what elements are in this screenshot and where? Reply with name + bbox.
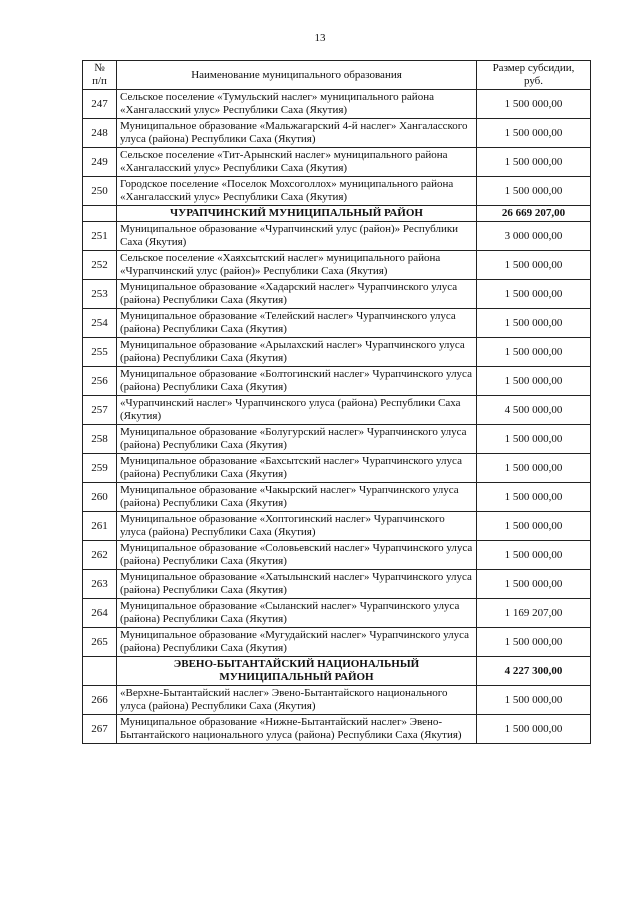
row-number: 256 — [83, 367, 117, 396]
row-amount: 1 500 000,00 — [477, 512, 591, 541]
row-amount: 1 500 000,00 — [477, 251, 591, 280]
row-number: 255 — [83, 338, 117, 367]
subsidy-table — [82, 60, 591, 744]
row-amount: 1 500 000,00 — [477, 715, 591, 744]
row-number: 253 — [83, 280, 117, 309]
row-amount: 1 500 000,00 — [477, 90, 591, 119]
row-number: 248 — [83, 119, 117, 148]
row-name: Муниципальное образование «Бахсытский наслег» Чурапчинского улуса (района) Республики Саха (Якутия) — [117, 454, 477, 483]
row-number — [83, 206, 117, 222]
row-number: 265 — [83, 628, 117, 657]
row-name: Муниципальное образование «Арылахский наслег» Чурапчинского улуса (района) Республики Саха (Якутия) — [117, 338, 477, 367]
row-amount: 1 500 000,00 — [477, 280, 591, 309]
table-row — [83, 628, 591, 657]
row-name: Муниципальное образование «Чакырский наслег» Чурапчинского улуса (района) Республики Саха (Якутия) — [117, 483, 477, 512]
row-name: Муниципальное образование «Мугудайский наслег» Чурапчинского улуса (района) Республики Саха (Якутия) — [117, 628, 477, 657]
section-row — [83, 657, 591, 686]
row-amount: 4 227 300,00 — [477, 657, 591, 686]
table-row — [83, 338, 591, 367]
table-row — [83, 512, 591, 541]
row-name: Муниципальное образование «Сыланский наслег» Чурапчинского улуса (района) Республики Саха (Якутия) — [117, 599, 477, 628]
row-name: ЭВЕНО-БЫТАНТАЙСКИЙ НАЦИОНАЛЬНЫЙ МУНИЦИПАЛЬНЫЙ РАЙОН — [117, 657, 477, 686]
row-number: 254 — [83, 309, 117, 338]
table-row — [83, 280, 591, 309]
table-row — [83, 483, 591, 512]
row-amount: 1 500 000,00 — [477, 177, 591, 206]
row-amount: 3 000 000,00 — [477, 222, 591, 251]
row-amount: 1 500 000,00 — [477, 541, 591, 570]
row-amount: 1 500 000,00 — [477, 628, 591, 657]
table-row — [83, 222, 591, 251]
header-num: № п/п — [83, 61, 117, 90]
section-row — [83, 206, 591, 222]
row-name: Сельское поселение «Тумульский наслег» муниципального района «Хангаласский улус» Республики Саха (Якутия) — [117, 90, 477, 119]
header-amount: Размер субсидии, руб. — [477, 61, 591, 90]
table-row — [83, 251, 591, 280]
row-number: 247 — [83, 90, 117, 119]
row-number: 260 — [83, 483, 117, 512]
row-name: Муниципальное образование «Телейский наслег» Чурапчинского улуса (района) Республики Саха (Якутия) — [117, 309, 477, 338]
table-row — [83, 90, 591, 119]
page-number: 13 — [314, 32, 326, 44]
row-name: Муниципальное образование «Хатылынский наслег» Чурапчинского улуса (района) Республики Саха (Якутия) — [117, 570, 477, 599]
row-number: 263 — [83, 570, 117, 599]
row-number: 267 — [83, 715, 117, 744]
table-row — [83, 599, 591, 628]
row-amount: 1 500 000,00 — [477, 570, 591, 599]
table-row — [83, 715, 591, 744]
row-name: Муниципальное образование «Нижне-Бытантайский наслег» Эвено-Бытантайского национального улуса (района) Республики Саха (Якутия) — [117, 715, 477, 744]
table-row — [83, 396, 591, 425]
row-number: 264 — [83, 599, 117, 628]
row-number: 259 — [83, 454, 117, 483]
row-number: 261 — [83, 512, 117, 541]
row-name: Муниципальное образование «Чурапчинский улус (район)» Республики Саха (Якутия) — [117, 222, 477, 251]
row-amount: 1 500 000,00 — [477, 425, 591, 454]
table-header-row — [83, 61, 591, 90]
row-number: 257 — [83, 396, 117, 425]
row-amount: 1 500 000,00 — [477, 454, 591, 483]
header-name: Наименование муниципального образования — [117, 61, 477, 90]
row-amount: 1 500 000,00 — [477, 338, 591, 367]
row-amount: 4 500 000,00 — [477, 396, 591, 425]
row-number: 251 — [83, 222, 117, 251]
row-name: Городское поселение «Поселок Мохсоголлох» муниципального района «Хангаласский улус» Республики Саха (Якутия) — [117, 177, 477, 206]
row-number — [83, 657, 117, 686]
row-number: 250 — [83, 177, 117, 206]
row-name: Сельское поселение «Хаяхсытский наслег» муниципального района «Чурапчинский улус (район)» Республики Саха (Якутия) — [117, 251, 477, 280]
row-name: Муниципальное образование «Соловьевский наслег» Чурапчинского улуса (района) Республики Саха (Якутия) — [117, 541, 477, 570]
row-number: 258 — [83, 425, 117, 454]
table-row — [83, 425, 591, 454]
row-number: 252 — [83, 251, 117, 280]
table-row — [83, 367, 591, 396]
table-row — [83, 454, 591, 483]
row-name: «Чурапчинский наслег» Чурапчинского улуса (района) Республики Саха (Якутия) — [117, 396, 477, 425]
table-row — [83, 177, 591, 206]
row-name: Сельское поселение «Тит-Арынский наслег» муниципального района «Хангаласский улус» Республики Саха (Якутия) — [117, 148, 477, 177]
row-name: Муниципальное образование «Болугурский наслег» Чурапчинского улуса (района) Республики Саха (Якутия) — [117, 425, 477, 454]
row-amount: 1 500 000,00 — [477, 309, 591, 338]
row-amount: 1 500 000,00 — [477, 119, 591, 148]
row-name: Муниципальное образование «Мальжагарский 4-й наслег» Хангаласского улуса (района) Республики Саха (Якутия) — [117, 119, 477, 148]
table-body — [83, 90, 591, 744]
table-row — [83, 541, 591, 570]
row-name: Муниципальное образование «Хадарский наслег» Чурапчинского улуса (района) Республики Саха (Якутия) — [117, 280, 477, 309]
row-amount: 1 500 000,00 — [477, 148, 591, 177]
row-name: Муниципальное образование «Болтогинский наслег» Чурапчинского улуса (района) Республики Саха (Якутия) — [117, 367, 477, 396]
table-row — [83, 309, 591, 338]
row-amount: 1 169 207,00 — [477, 599, 591, 628]
row-number: 262 — [83, 541, 117, 570]
row-amount: 1 500 000,00 — [477, 686, 591, 715]
table-row — [83, 148, 591, 177]
row-amount: 26 669 207,00 — [477, 206, 591, 222]
row-amount: 1 500 000,00 — [477, 483, 591, 512]
row-number: 249 — [83, 148, 117, 177]
row-amount: 1 500 000,00 — [477, 367, 591, 396]
table-row — [83, 119, 591, 148]
table-row — [83, 570, 591, 599]
table-row — [83, 686, 591, 715]
row-name: Муниципальное образование «Хоптогинский наслег» Чурапчинского улуса (района) Республики Саха (Якутия) — [117, 512, 477, 541]
row-name: ЧУРАПЧИНСКИЙ МУНИЦИПАЛЬНЫЙ РАЙОН — [117, 206, 477, 222]
row-number: 266 — [83, 686, 117, 715]
row-name: «Верхне-Бытантайский наслег» Эвено-Бытантайского национального улуса (района) Республики Саха (Якутия) — [117, 686, 477, 715]
